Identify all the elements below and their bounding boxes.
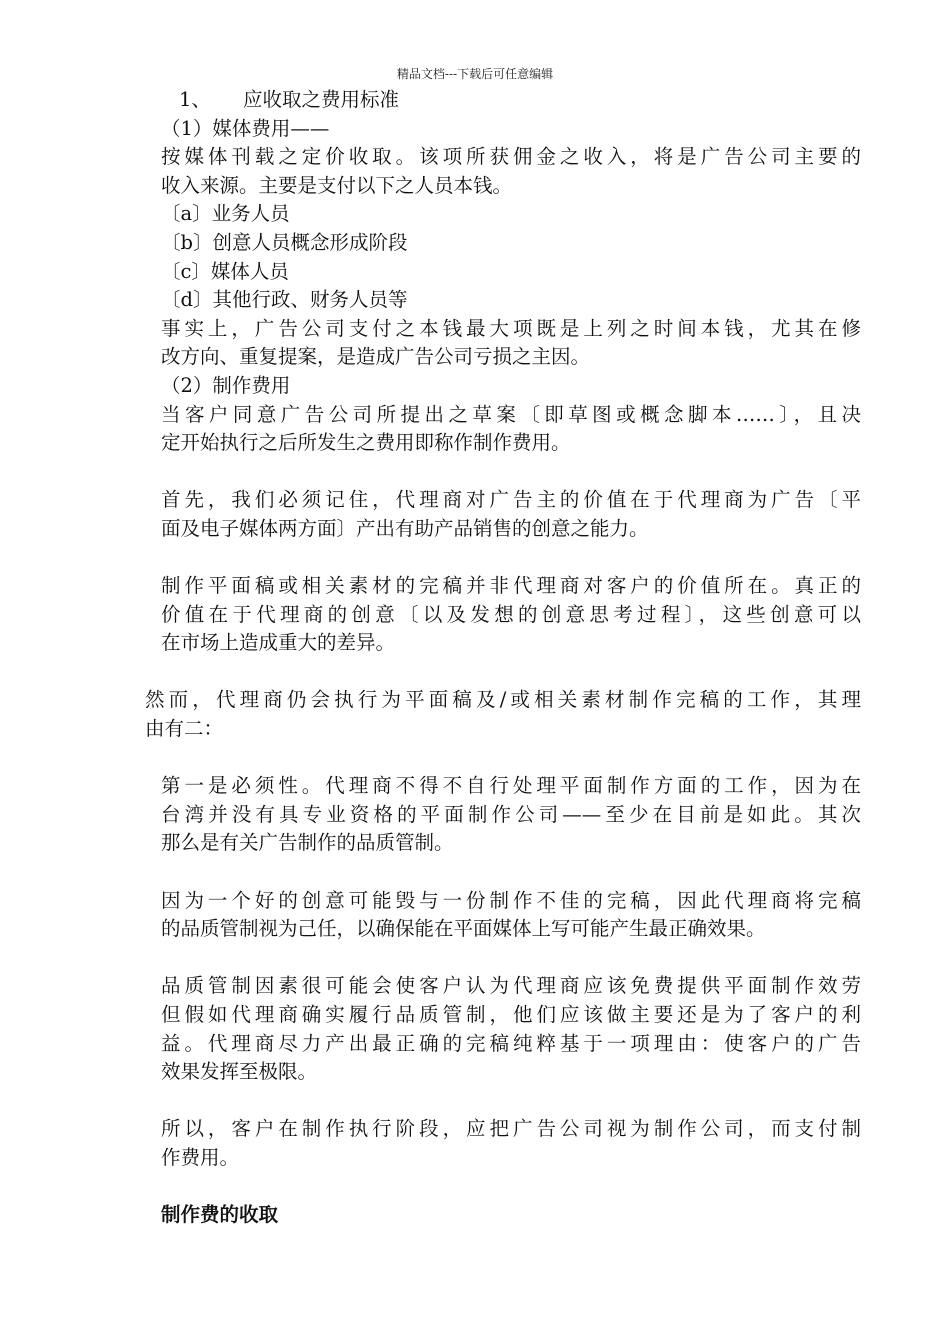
paragraph-gap bbox=[161, 858, 861, 887]
page-header: 精品文档---下载后可任意编辑 bbox=[396, 67, 554, 81]
paragraph-1-line-1: 首先，我们必须记住，代理商对广告主的价值在于代理商为广告〔平 bbox=[161, 488, 861, 512]
final-heading: 制作费的收取 bbox=[161, 1203, 279, 1227]
paragraph-6-line-1: 品质管制因素很可能会使客户认为代理商应该免费提供平面制作效劳 bbox=[161, 974, 861, 998]
list-item-c: 〔c〕媒体人员 bbox=[161, 259, 289, 283]
paragraph-5-line-2: 的品质管制视为己任，以确保能在平面媒体上写可能产生最正确效果。 bbox=[161, 917, 766, 941]
media-fee-heading: （1）媒体费用—— bbox=[161, 116, 330, 140]
paragraph-gap bbox=[161, 744, 861, 773]
paragraph-1-line-2: 面及电子媒体两方面〕产出有助产品销售的创意之能力。 bbox=[161, 516, 649, 540]
paragraph-3-line-2: 由有二： bbox=[145, 717, 224, 741]
media-fee-line-1: 按媒体刊载之定价收取。该项所获佣金之收入，将是广告公司主要的 bbox=[161, 145, 861, 169]
paragraph-6-line-3: 益。代理商尽力产出最正确的完稿纯粹基于一项理由：使客户的广告 bbox=[161, 1031, 861, 1055]
list-item-a: 〔a〕业务人员 bbox=[161, 202, 290, 226]
paragraph-gap bbox=[161, 458, 861, 487]
production-fee-heading: （2）制作费用 bbox=[161, 373, 291, 397]
media-note-line-2: 改方向、重复提案，是造成广告公司亏损之主因。 bbox=[161, 345, 591, 369]
paragraph-gap bbox=[161, 1087, 861, 1116]
paragraph-2-line-3: 在市场上造成重大的差异。 bbox=[161, 631, 396, 655]
paragraph-gap bbox=[161, 658, 861, 687]
section-heading bbox=[161, 86, 861, 115]
paragraph-gap bbox=[161, 544, 861, 573]
paragraph-2-line-1: 制作平面稿或相关素材的完稿并非代理商对客户的价值所在。真正的 bbox=[161, 574, 861, 598]
section-number: 1、 bbox=[179, 88, 211, 111]
paragraph-6-line-2: 但假如代理商确实履行品质管制，他们应该做主要还是为了客户的利 bbox=[161, 1003, 861, 1026]
paragraph-2-line-2: 价值在于代理商的创意〔以及发想的创意思考过程〕，这些创意可以 bbox=[161, 602, 861, 626]
paragraph-6-line-4: 效果发挥至极限。 bbox=[161, 1060, 318, 1084]
media-fee-line-2: 收入来源。主要是支付以下之人员本钱。 bbox=[161, 173, 513, 197]
document-body bbox=[145, 86, 861, 1230]
paragraph-3-line-1: 然而，代理商仍会执行为平面稿及/或相关素材制作完稿的工作，其理 bbox=[145, 688, 861, 712]
list-item-d: 〔d〕其他行政、财务人员等 bbox=[161, 288, 408, 312]
paragraph-4-line-1: 第一是必须性。代理商不得不自行处理平面制作方面的工作，因为在 bbox=[161, 774, 861, 798]
paragraph-4-line-3: 那么是有关广告制作的品质管制。 bbox=[161, 831, 454, 855]
production-fee-line-1: 当客户同意广告公司所提出之草案〔即草图或概念脚本……〕，且决 bbox=[161, 402, 861, 426]
list-item-b: 〔b〕创意人员概念形成阶段 bbox=[161, 230, 408, 254]
paragraph-gap bbox=[161, 944, 861, 973]
paragraph-gap bbox=[161, 1173, 861, 1202]
production-fee-line-2: 定开始执行之后所发生之费用即称作制作费用。 bbox=[161, 431, 571, 455]
paragraph-7-line-2: 作费用。 bbox=[161, 1145, 240, 1169]
paragraph-7-line-1: 所以，客户在制作执行阶段，应把广告公司视为制作公司，而支付制 bbox=[161, 1117, 861, 1141]
paragraph-4-line-2: 台湾并没有具专业资格的平面制作公司——至少在目前是如此。其次 bbox=[161, 802, 861, 826]
paragraph-5-line-1: 因为一个好的创意可能毁与一份制作不佳的完稿，因此代理商将完稿 bbox=[161, 888, 861, 912]
media-note-line-1: 事实上，广告公司支付之本钱最大项既是上列之时间本钱，尤其在修 bbox=[161, 316, 861, 340]
section-title: 应收取之费用标准 bbox=[243, 88, 400, 111]
